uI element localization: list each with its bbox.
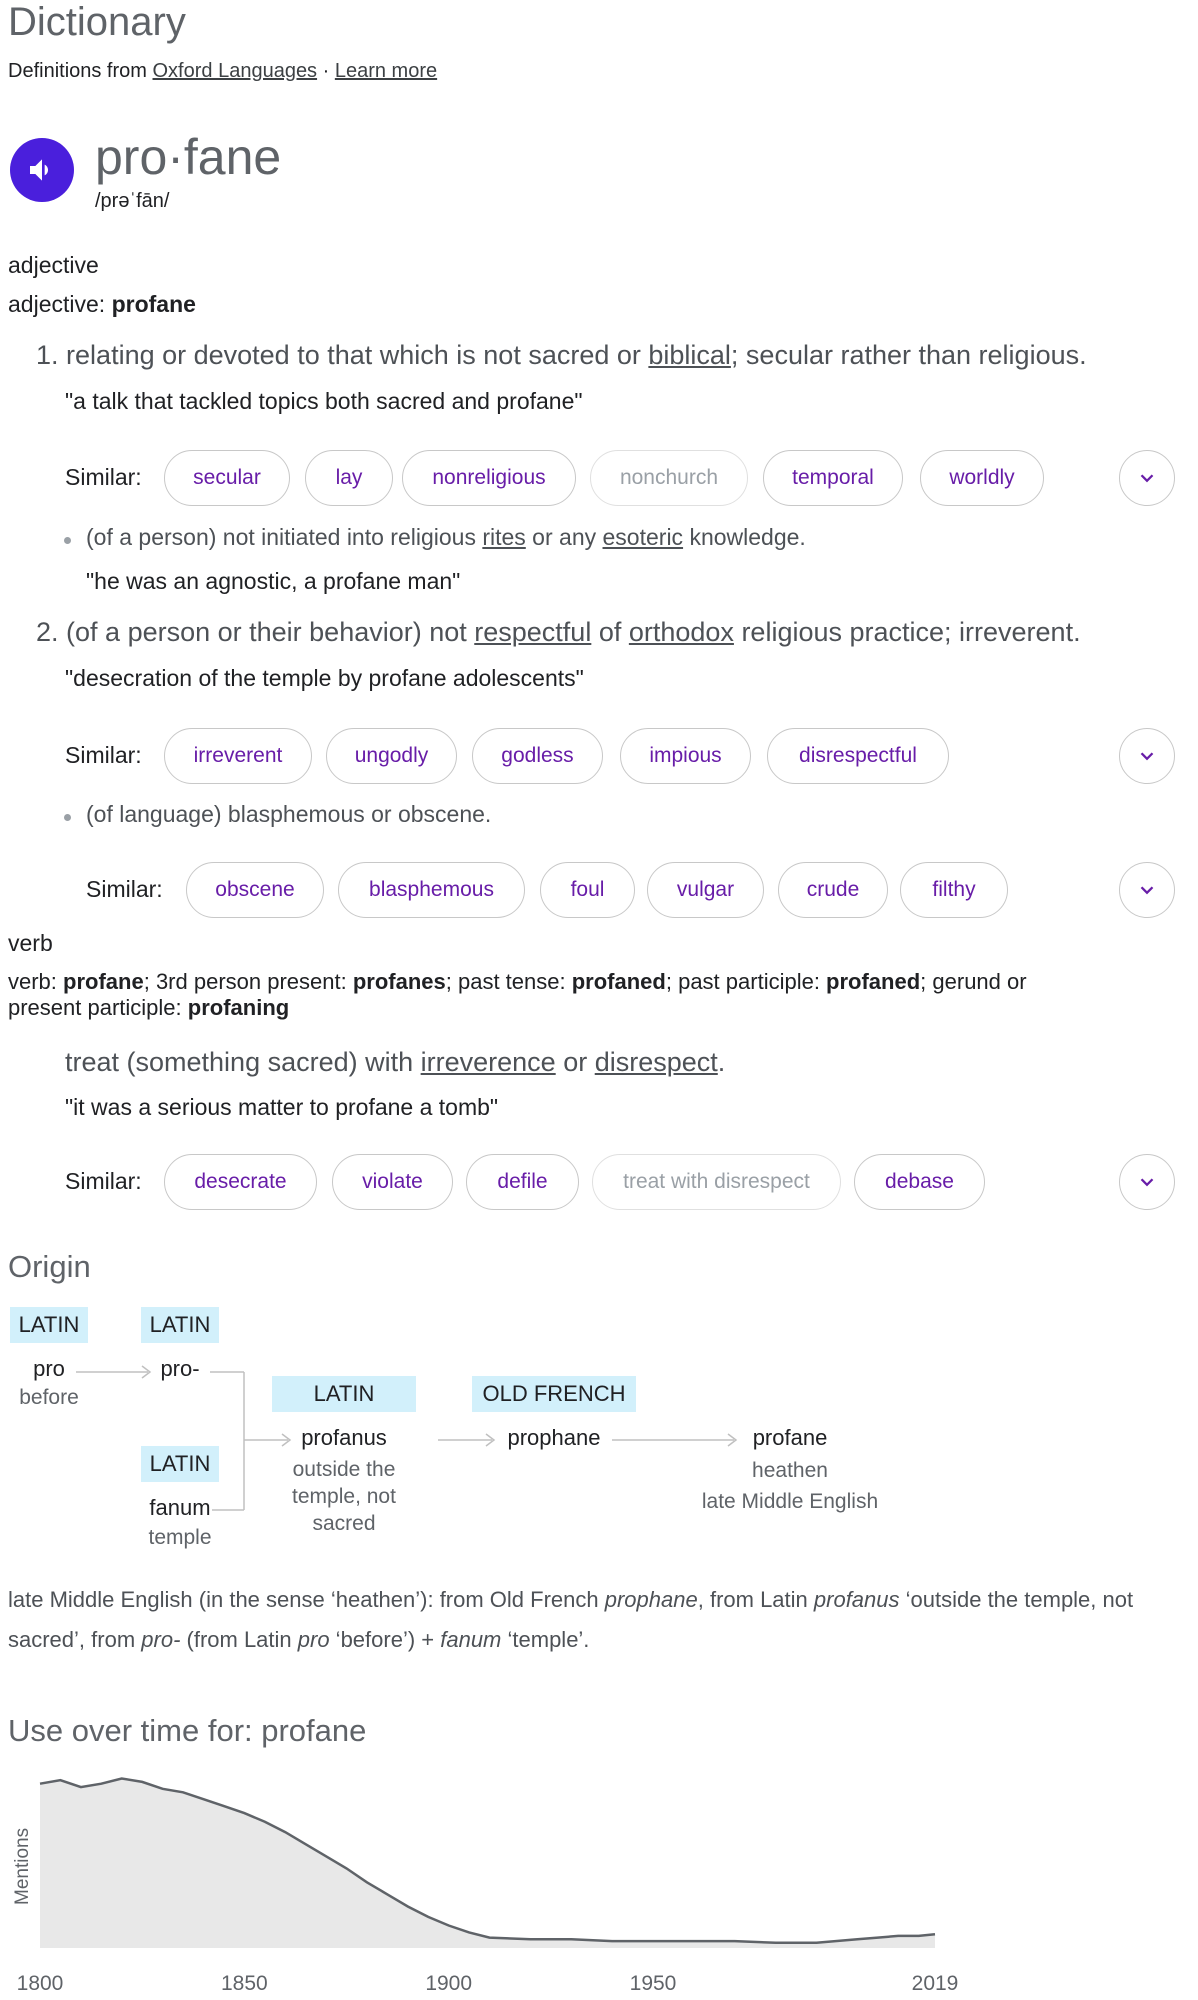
part-of-speech-adjective: adjective — [8, 252, 99, 278]
etymon-word: prophane — [507, 1425, 601, 1450]
etymon-word: pro — [33, 1356, 65, 1381]
origin-text: (from Latin — [180, 1627, 298, 1652]
definition-text: (of a person or their behavior) not — [66, 617, 475, 647]
etymon-gloss: temple — [148, 1526, 212, 1549]
sense-1-example: "a talk that tackled topics both sacred and profane" — [65, 388, 583, 414]
definition-link-respectful[interactable]: respectful — [474, 617, 592, 647]
sense-2-example: "desecration of the temple by profane adolescents" — [65, 665, 584, 691]
language-label: LATIN — [10, 1307, 88, 1343]
verb-forms-text: ; past participle: — [665, 969, 827, 994]
x-tick-label: 1900 — [425, 1972, 473, 1995]
verb-forms-text: ; past tense: — [445, 969, 572, 994]
x-tick-label: 2019 — [911, 1972, 959, 1995]
source-prefix: Definitions from — [8, 60, 153, 82]
etymon-gloss: before — [19, 1386, 79, 1409]
synonym-chip[interactable]: disrespectful — [767, 728, 949, 784]
synonym-chip[interactable]: godless — [472, 728, 603, 784]
source-separator: · — [317, 60, 335, 82]
definition-text: or — [555, 1047, 595, 1077]
synonym-chip[interactable]: filthy — [900, 862, 1008, 918]
x-tick-label: 1950 — [629, 1972, 677, 1995]
verb-form: profane — [63, 969, 144, 994]
language-label: OLD FRENCH — [472, 1376, 636, 1412]
synonym-chip[interactable]: violate — [332, 1154, 453, 1210]
similar-label: Similar: — [65, 464, 142, 490]
origin-term: prophane — [604, 1587, 698, 1612]
definition-text: of — [591, 617, 629, 647]
synonym-chip[interactable]: obscene — [186, 862, 324, 918]
etymon-gloss: outside the temple, not sacred — [292, 1458, 396, 1535]
definition-link-disrespect[interactable]: disrespect — [594, 1047, 718, 1077]
origin-text: late Middle English (in the sense ‘heathen’): from Old French — [8, 1587, 605, 1612]
definition-text: or any — [525, 524, 603, 550]
definition-link-orthodox[interactable]: orthodox — [628, 617, 734, 647]
synonym-chip[interactable]: blasphemous — [338, 862, 525, 918]
language-label: LATIN — [272, 1376, 416, 1412]
y-axis-label: Mentions — [12, 1827, 33, 1905]
definition-link-biblical[interactable]: biblical — [648, 340, 731, 370]
synonym-chip[interactable]: vulgar — [647, 862, 764, 918]
verb-form: profaned — [571, 969, 666, 994]
language-label: LATIN — [141, 1446, 219, 1482]
origin-term: pro — [297, 1627, 330, 1652]
definition-link-irreverence[interactable]: irreverence — [420, 1047, 556, 1077]
definition-text: knowledge. — [683, 524, 806, 550]
etymon-gloss: heathen — [752, 1459, 828, 1482]
verb-forms-text: verb: — [8, 969, 64, 994]
definition-text: religious practice; irreverent. — [733, 617, 1081, 647]
verb-form: profaning — [187, 995, 290, 1020]
origin-heading: Origin — [8, 1249, 91, 1284]
similar-label: Similar: — [86, 876, 163, 902]
definition-text: . — [717, 1047, 726, 1077]
origin-term: profanus — [813, 1587, 900, 1612]
sense-number: 2. — [36, 617, 59, 647]
phonetic-spelling: /prəˈfān/ — [95, 190, 170, 212]
dictionary-title: Dictionary — [8, 0, 186, 44]
synonym-chip[interactable]: desecrate — [164, 1154, 317, 1210]
synonym-chip[interactable]: nonchurch — [590, 450, 748, 506]
definition-text: treat (something sacred) with — [65, 1047, 421, 1077]
origin-text: ‘outside the temple, not sacred’, from — [8, 1587, 1134, 1652]
verb-forms-text: ; gerund or — [920, 969, 1027, 994]
oxford-languages-link[interactable]: Oxford Languages — [152, 60, 318, 82]
forms-label: adjective: — [8, 291, 112, 317]
usage-area — [40, 1779, 935, 1949]
origin-text: , from Latin — [697, 1587, 814, 1612]
origin-text: ‘before’) + — [329, 1627, 441, 1652]
etymon-word: fanum — [149, 1495, 211, 1520]
x-tick-label: 1850 — [220, 1972, 268, 1995]
origin-term: fanum — [440, 1627, 502, 1652]
etymon-word: pro- — [160, 1356, 200, 1381]
synonym-chip[interactable]: temporal — [763, 450, 903, 506]
sense-number: 1. — [36, 340, 59, 370]
part-of-speech-verb: verb — [8, 930, 53, 956]
learn-more-link[interactable]: Learn more — [334, 60, 438, 82]
synonym-chip[interactable]: worldly — [920, 450, 1044, 506]
verb-forms-text: ; 3rd person present: — [143, 969, 353, 994]
sense-2-sub-definition: (of language) blasphemous or obscene. — [86, 801, 492, 827]
definition-link-rites[interactable]: rites — [482, 524, 526, 550]
synonym-chip[interactable]: defile — [466, 1154, 579, 1210]
synonym-chip[interactable]: ungodly — [326, 728, 457, 784]
language-label: LATIN — [141, 1307, 219, 1343]
etymon-word-final: profane — [752, 1425, 828, 1450]
sense-1-sub-example: "he was an agnostic, a profane man" — [86, 568, 461, 594]
headword: pro·fane — [95, 129, 282, 185]
x-tick-label: 1800 — [16, 1972, 64, 1995]
synonym-chip[interactable]: impious — [620, 728, 751, 784]
etymon-period: late Middle English — [701, 1490, 879, 1513]
synonym-chip[interactable]: debase — [854, 1154, 985, 1210]
verb-form: profanes — [352, 969, 446, 994]
definition-link-esoteric[interactable]: esoteric — [602, 524, 684, 550]
forms-value: profane — [111, 291, 196, 317]
definition-text: (of a person) not initiated into religious — [86, 524, 483, 550]
synonym-chip[interactable]: treat with disrespect — [592, 1154, 841, 1210]
usage-heading: Use over time for: profane — [8, 1713, 367, 1748]
synonym-chip[interactable]: crude — [778, 862, 888, 918]
synonym-chip[interactable]: irreverent — [164, 728, 312, 784]
verb-forms-text: present participle: — [8, 995, 188, 1020]
definition-text: ; secular rather than religious. — [730, 340, 1087, 370]
verb-example: "it was a serious matter to profane a tomb" — [65, 1094, 499, 1120]
similar-label: Similar: — [65, 1168, 142, 1194]
synonym-chip[interactable]: nonreligious — [402, 450, 576, 506]
similar-label: Similar: — [65, 742, 142, 768]
synonym-chip[interactable]: lay — [305, 450, 393, 506]
origin-text: ‘temple’. — [501, 1627, 590, 1652]
definition-text: relating or devoted to that which is not sacred or — [66, 340, 649, 370]
verb-form: profaned — [826, 969, 921, 994]
etymon-word: profanus — [301, 1425, 387, 1450]
origin-term: pro- — [141, 1627, 181, 1652]
synonym-chip[interactable]: foul — [540, 862, 635, 918]
synonym-chip[interactable]: secular — [164, 450, 290, 506]
